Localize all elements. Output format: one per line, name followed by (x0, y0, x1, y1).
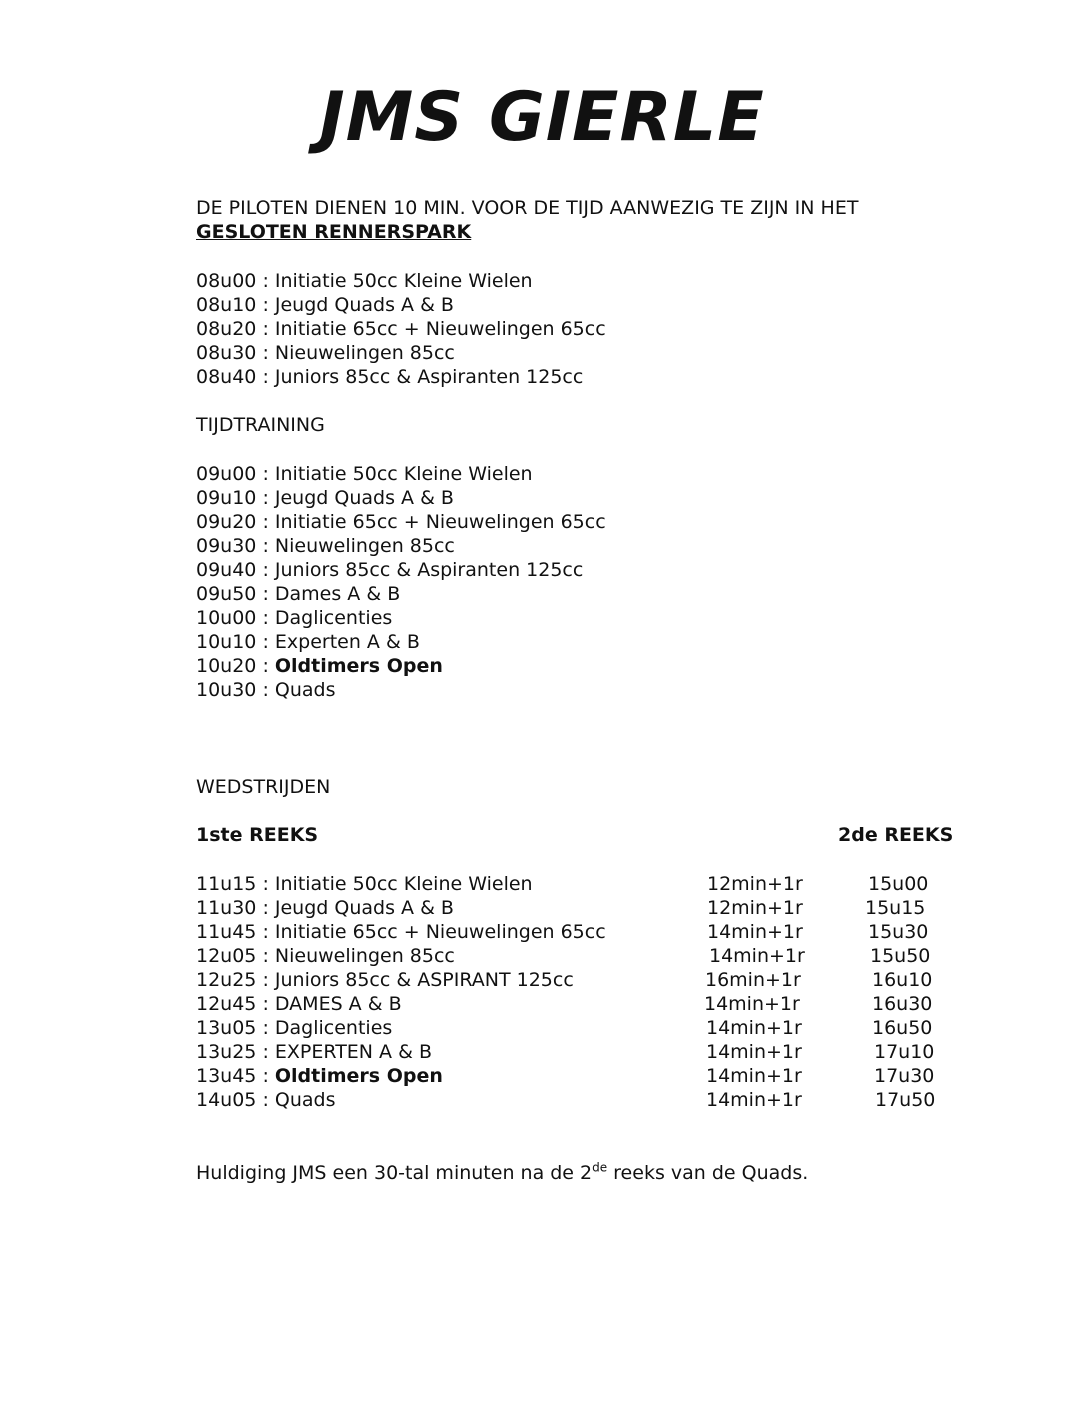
tijdtraining-row: 09u50 : Dames A & B (196, 583, 401, 605)
row-time: 10u10 (196, 631, 257, 653)
intro-text: DE PILOTEN DIENEN 10 MIN. VOOR DE TIJD AANWEZIG TE ZIJN IN HET (196, 197, 859, 219)
row-time: 13u05 (196, 1017, 257, 1039)
row-time: 09u10 (196, 487, 257, 509)
race-row: 13u45 : Oldtimers Open (196, 1065, 443, 1087)
tijdtraining-row: 10u20 : Oldtimers Open (196, 655, 443, 677)
tijdtraining-row: 09u00 : Initiatie 50cc Kleine Wielen (196, 463, 533, 485)
race-duration: 16min+1r (705, 969, 801, 991)
tijdtraining-row: 09u20 : Initiatie 65cc + Nieuwelingen 65cc (196, 511, 606, 533)
row-time: 09u30 (196, 535, 257, 557)
row-label: Dames A & B (274, 583, 401, 605)
row-time: 14u05 (196, 1089, 257, 1111)
tijdtraining-row: 10u30 : Quads (196, 679, 336, 701)
row-label: Initiatie 50cc Kleine Wielen (274, 463, 533, 485)
row-label: Juniors 85cc & Aspiranten 125cc (274, 559, 584, 581)
race-row: 11u45 : Initiatie 65cc + Nieuwelingen 65cc (196, 921, 606, 943)
tijdtraining-row: 10u10 : Experten A & B (196, 631, 420, 653)
row-time: 08u40 (196, 366, 257, 388)
race-second-time: 16u30 (872, 993, 933, 1015)
footer-text-after: reeks van de Quads. (607, 1162, 809, 1184)
race-second-time: 15u50 (870, 945, 931, 967)
training-row: 08u30 : Nieuwelingen 85cc (196, 342, 455, 364)
row-label: Quads (274, 679, 336, 701)
wedstrijden-heading: WEDSTRIJDEN (196, 776, 331, 798)
intro-emphasis: GESLOTEN RENNERSPARK (196, 221, 472, 243)
tijdtraining-row: 09u30 : Nieuwelingen 85cc (196, 535, 455, 557)
reeks2-heading: 2de REEKS (838, 824, 954, 846)
race-second-time: 16u10 (872, 969, 933, 991)
row-label: Initiatie 65cc + Nieuwelingen 65cc (274, 921, 606, 943)
row-label: Jeugd Quads A & B (274, 294, 454, 316)
training-row: 08u10 : Jeugd Quads A & B (196, 294, 454, 316)
row-label: Nieuwelingen 85cc (274, 535, 455, 557)
row-label: Quads (274, 1089, 336, 1111)
race-duration: 14min+1r (704, 993, 800, 1015)
row-label: Juniors 85cc & ASPIRANT 125cc (274, 969, 574, 991)
race-row: 12u45 : DAMES A & B (196, 993, 402, 1015)
race-row: 11u30 : Jeugd Quads A & B (196, 897, 454, 919)
row-label: Daglicenties (274, 1017, 393, 1039)
footer-superscript: de (592, 1160, 608, 1175)
row-time: 12u05 (196, 945, 257, 967)
race-duration: 14min+1r (706, 1089, 802, 1111)
race-row: 14u05 : Quads (196, 1089, 336, 1111)
race-second-time: 17u10 (874, 1041, 935, 1063)
race-second-time: 15u15 (865, 897, 926, 919)
footer-text-before: Huldiging JMS een 30-tal minuten na de 2 (196, 1162, 593, 1184)
row-label: Daglicenties (274, 607, 393, 629)
row-time: 11u30 (196, 897, 257, 919)
race-second-time: 16u50 (872, 1017, 933, 1039)
row-label: Initiatie 65cc + Nieuwelingen 65cc (274, 318, 606, 340)
race-second-time: 15u30 (868, 921, 929, 943)
row-time: 11u15 (196, 873, 257, 895)
row-time: 10u30 (196, 679, 257, 701)
row-time: 09u20 (196, 511, 257, 533)
row-time: 13u45 (196, 1065, 257, 1087)
training-row: 08u00 : Initiatie 50cc Kleine Wielen (196, 270, 533, 292)
race-row: 13u05 : Daglicenties (196, 1017, 393, 1039)
footer-note (196, 1161, 808, 1185)
training-row: 08u40 : Juniors 85cc & Aspiranten 125cc (196, 366, 584, 388)
race-duration: 14min+1r (706, 1017, 802, 1039)
row-label: Initiatie 65cc + Nieuwelingen 65cc (274, 511, 606, 533)
race-second-time: 17u50 (875, 1089, 936, 1111)
row-time: 09u40 (196, 559, 257, 581)
row-time: 09u50 (196, 583, 257, 605)
race-duration: 12min+1r (707, 873, 803, 895)
race-duration: 14min+1r (707, 921, 803, 943)
row-label: Jeugd Quads A & B (274, 487, 454, 509)
reeks1-heading: 1ste REEKS (196, 824, 319, 846)
row-time: 08u10 (196, 294, 257, 316)
tijdtraining-row: 10u00 : Daglicenties (196, 607, 393, 629)
race-duration: 14min+1r (709, 945, 805, 967)
row-time: 13u25 (196, 1041, 257, 1063)
race-row: 13u25 : EXPERTEN A & B (196, 1041, 432, 1063)
row-label: DAMES A & B (274, 993, 402, 1015)
row-time: 11u45 (196, 921, 257, 943)
race-row: 12u25 : Juniors 85cc & ASPIRANT 125cc (196, 969, 574, 991)
row-time: 09u00 (196, 463, 257, 485)
race-second-time: 17u30 (874, 1065, 935, 1087)
row-time: 12u45 (196, 993, 257, 1015)
race-second-time: 15u00 (868, 873, 929, 895)
row-label: EXPERTEN A & B (274, 1041, 432, 1063)
race-row: 12u05 : Nieuwelingen 85cc (196, 945, 455, 967)
row-label: Jeugd Quads A & B (274, 897, 454, 919)
race-duration: 14min+1r (706, 1065, 802, 1087)
race-row: 11u15 : Initiatie 50cc Kleine Wielen (196, 873, 533, 895)
page-title: JMS GIERLE (319, 78, 765, 157)
tijdtraining-row: 09u40 : Juniors 85cc & Aspiranten 125cc (196, 559, 584, 581)
tijdtraining-row: 09u10 : Jeugd Quads A & B (196, 487, 454, 509)
row-label: Initiatie 50cc Kleine Wielen (274, 270, 533, 292)
row-label: Juniors 85cc & Aspiranten 125cc (274, 366, 584, 388)
intro-paragraph (196, 196, 976, 244)
row-time: 08u30 (196, 342, 257, 364)
row-label: Nieuwelingen 85cc (274, 342, 455, 364)
race-duration: 12min+1r (707, 897, 803, 919)
row-label: Initiatie 50cc Kleine Wielen (274, 873, 533, 895)
row-time: 12u25 (196, 969, 257, 991)
row-label: Oldtimers Open (274, 655, 443, 677)
row-label: Oldtimers Open (274, 1065, 443, 1087)
row-time: 08u20 (196, 318, 257, 340)
row-time: 10u00 (196, 607, 257, 629)
row-time: 10u20 (196, 655, 257, 677)
tijdtraining-heading: TIJDTRAINING (196, 414, 325, 436)
race-duration: 14min+1r (706, 1041, 802, 1063)
row-label: Experten A & B (274, 631, 420, 653)
training-row: 08u20 : Initiatie 65cc + Nieuwelingen 65cc (196, 318, 606, 340)
row-label: Nieuwelingen 85cc (274, 945, 455, 967)
row-time: 08u00 (196, 270, 257, 292)
